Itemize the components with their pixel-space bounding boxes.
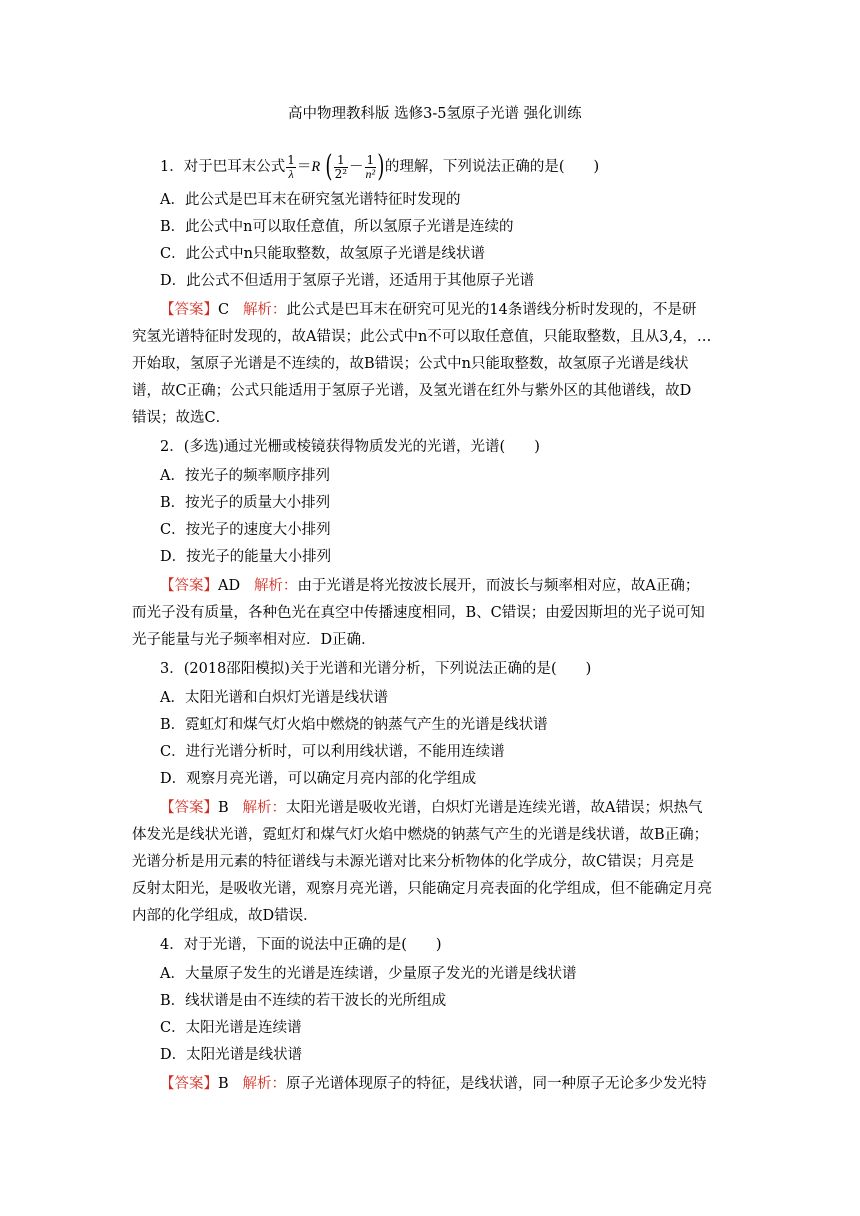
q2-answer-line — [160, 576, 699, 596]
answer-label: 【答案】 — [160, 302, 218, 318]
q2-answer: AD — [218, 578, 241, 594]
q2-option-c: C．按光子的速度大小排列 — [160, 522, 331, 538]
q3-answer: B — [218, 800, 229, 816]
formula-frac-1-lambda: $\frac{1}{\lambda}$ — [287, 152, 295, 181]
q3-answer-line — [160, 798, 702, 818]
formula-R: R — [311, 159, 321, 175]
q3-analysis-2: 光谱分析是用元素的特征谱线与未源光谱对比来分析物体的化学成分，故C错误；月亮是 — [132, 854, 695, 870]
q3-analysis-3: 反射太阳光，是吸收光谱，观察月亮光谱，只能确定月亮表面的化学组成，但不能确定月亮 — [132, 881, 712, 897]
formula-frac-a: $\frac{1}{\text{2²}}$ — [334, 152, 348, 181]
q4-analysis-0: 原子光谱体现原子的特征，是线状谱，同一种原子无论多少发光特 — [285, 1076, 707, 1092]
q3-option-b: B．霓虹灯和煤气灯火焰中燃烧的钠蒸气产生的光谱是线状谱 — [160, 717, 548, 733]
analysis-label: 解析： — [242, 800, 286, 816]
q1-option-c: C．此公式中n只能取整数，故氢原子光谱是线状谱 — [160, 246, 485, 262]
q4-option-d: D．太阳光谱是线状谱 — [160, 1047, 303, 1063]
q4-stem: 4．对于光谱，下面的说法中正确的是( ) — [160, 937, 442, 953]
q4-answer-line — [160, 1074, 706, 1094]
q2-option-b: B．按光子的质量大小排列 — [160, 495, 331, 511]
q1-stem: 1．对于巴耳末公式 $\frac{1}{\lambda}$ ＝R ( $\frac{1}{\text{2²}}$ － $\frac{1}{\text{n²}}$ )的理解，下列说法正确的是( ) — [160, 149, 600, 184]
q2-analysis-0: 由于光谱是将光按波长展开，而波长与频率相对应，故A正确； — [297, 578, 700, 594]
q1-stem-post: 的理解，下列说法正确的是( ) — [384, 159, 600, 175]
q1-option-d: D．此公式不但适用于氢原子光谱，还适用于其他原子光谱 — [160, 273, 535, 289]
q2-option-d: D．按光子的能量大小排列 — [160, 549, 332, 565]
q1-analysis-4: 错误；故选C． — [132, 410, 231, 426]
analysis-label: 解析： — [253, 578, 298, 594]
q3-option-c: C．进行光谱分析时，可以利用线状谱，不能用连续谱 — [160, 744, 505, 760]
analysis-label: 解析： — [242, 302, 287, 318]
page-title: 高中物理教科版 选修3-5氢原子光谱 强化训练 — [288, 106, 582, 122]
q3-stem: 3．(2018邵阳模拟)关于光谱和光谱分析，下列说法正确的是( ) — [160, 661, 592, 677]
formula-right-paren: ) — [377, 149, 385, 184]
analysis-label: 解析： — [242, 1076, 286, 1092]
q4-option-c: C．太阳光谱是连续谱 — [160, 1020, 302, 1036]
q1-option-a: A．此公式是巴耳末在研究氢光谱特征时发现的 — [160, 192, 461, 208]
q1-answer-line — [160, 300, 696, 320]
q2-option-a: A．按光子的频率顺序排列 — [160, 468, 330, 484]
formula-frac-b: $\frac{1}{\text{n²}}$ — [365, 152, 376, 181]
q3-analysis-0: 太阳光谱是吸收光谱，白炽灯光谱是连续光谱，故A错误；炽热气 — [285, 800, 703, 816]
q3-option-d: D．观察月亮光谱，可以确定月亮内部的化学组成 — [160, 771, 477, 787]
q1-option-b: B．此公式中n可以取任意值，所以氢原子光谱是连续的 — [160, 219, 514, 235]
q4-answer: B — [218, 1076, 229, 1092]
q1-answer: C — [218, 302, 230, 318]
q1-analysis-3: 谱，故C正确；公式只能适用于氢原子光谱，及氢光谱在红外与紫外区的其他谱线，故D — [132, 383, 692, 399]
q1-analysis-1: 究氢光谱特征时发现的，故A错误；此公式中n不可以取任意值，只能取整数，且从3,4，… — [132, 329, 712, 345]
q1-analysis-2: 开始取，氢原子光谱是不连续的，故B错误；公式中n只能取整数，故氢原子光谱是线状 — [132, 356, 689, 372]
q3-analysis-4: 内部的化学组成，故D错误． — [132, 908, 318, 924]
q4-option-b: B．线状谱是由不连续的若干波长的光所组成 — [160, 993, 447, 1009]
q1-analysis-0: 此公式是巴耳末在研究可见光的14条谱线分析时发现的，不是研 — [286, 302, 697, 318]
formula-left-paren: ( — [325, 149, 333, 184]
q2-analysis-2: 光子能量与光子频率相对应．D正确． — [132, 632, 376, 648]
q3-analysis-1: 体发光是线状光谱，霓虹灯和煤气灯火焰中燃烧的钠蒸气产生的光谱是线状谱，故B正确； — [132, 827, 709, 843]
answer-label: 【答案】 — [160, 1076, 218, 1092]
q2-analysis-1: 而光子没有质量，各种色光在真空中传播速度相同，B、C错误；由爱因斯坦的光子说可知 — [132, 605, 705, 621]
q1-stem-pre: 1．对于巴耳末公式 — [160, 159, 286, 175]
answer-label: 【答案】 — [160, 578, 218, 594]
answer-label: 【答案】 — [160, 800, 218, 816]
q4-option-a: A．大量原子发生的光谱是连续谱，少量原子发光的光谱是线状谱 — [160, 966, 577, 982]
q2-stem: 2．(多选)通过光栅或棱镜获得物质发光的光谱，光谱( ) — [160, 439, 540, 455]
q3-option-a: A．太阳光谱和白炽灯光谱是线状谱 — [160, 690, 388, 706]
